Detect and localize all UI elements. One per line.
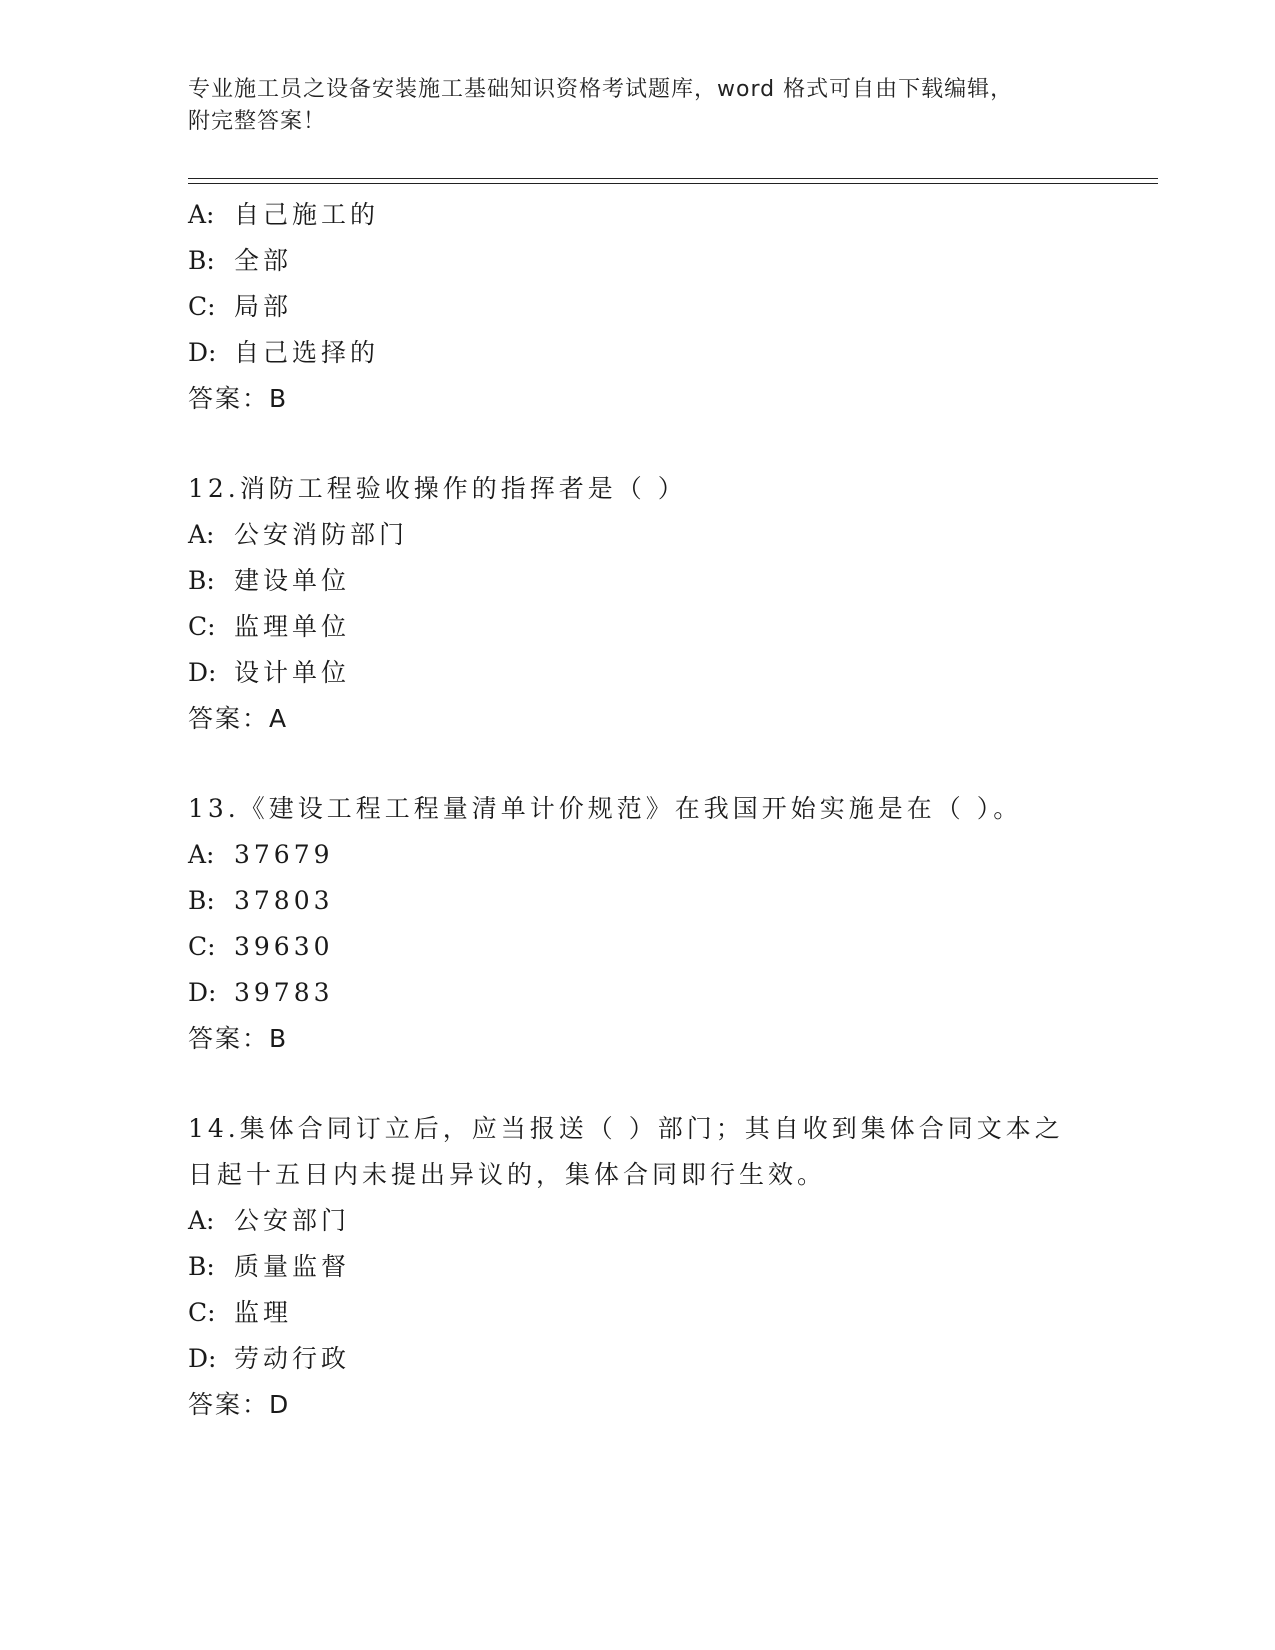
option-label: C: [188,292,216,321]
option-a [188,192,1088,238]
answer-label: 答案： [188,1024,270,1053]
option-text: 39783 [234,978,334,1007]
option-label: C: [188,932,216,961]
option-text: 自己施工的 [234,200,380,229]
option-label: A: [188,840,215,869]
answer-line [188,1016,1088,1062]
option-text: 监理 [234,1298,293,1327]
option-c [188,1290,1088,1336]
option-d [188,330,1088,376]
option-text: 劳动行政 [234,1344,351,1373]
answer-label: 答案： [188,704,270,733]
option-b [188,878,1088,924]
option-a [188,832,1088,878]
option-d [188,650,1088,696]
answer-value: B [269,384,287,413]
option-label: B: [188,566,215,595]
option-c [188,284,1088,330]
option-label: B: [188,886,215,915]
question-text-line-1: 14.集体合同订立后，应当报送（ ）部门；其自收到集体合同文本之 [188,1114,1064,1143]
option-text: 自己选择的 [234,338,380,367]
option-d [188,970,1088,1016]
answer-line [188,696,1088,742]
option-text: 37679 [234,840,334,869]
option-text: 建设单位 [234,566,351,595]
option-c [188,924,1088,970]
option-label: B: [188,246,215,275]
option-label: A: [188,1206,215,1235]
answer-line [188,376,1088,422]
option-text: 37803 [234,886,334,915]
option-text: 公安消防部门 [234,520,409,549]
option-b [188,1244,1088,1290]
question-content [188,192,1088,1428]
answer-value: D [269,1390,289,1419]
option-text: 公安部门 [234,1206,351,1235]
option-label: D: [188,1344,217,1373]
option-a [188,1198,1088,1244]
option-text: 局部 [234,292,293,321]
option-label: A: [188,520,215,549]
question-13 [188,786,1088,1062]
option-d [188,1336,1088,1382]
option-text: 设计单位 [234,658,351,687]
question-14 [188,1106,1088,1428]
option-text: 监理单位 [234,612,351,641]
option-b [188,238,1088,284]
header-divider-bottom [188,183,1158,184]
option-text: 质量监督 [234,1252,351,1281]
answer-value: A [269,704,287,733]
option-a [188,512,1088,558]
option-label: D: [188,978,217,1007]
document-header [188,74,1088,138]
header-title-line-1: 专业施工员之设备安装施工基础知识资格考试题库，word 格式可自由下载编辑， [188,77,1014,102]
option-label: B: [188,1252,215,1281]
question-text-line-2: 日起十五日内未提出异议的，集体合同即行生效。 [188,1160,827,1189]
option-label: C: [188,1298,216,1327]
option-text: 全部 [234,246,293,275]
option-label: D: [188,658,217,687]
header-divider-top [188,178,1158,179]
option-label: A: [188,200,215,229]
option-label: C: [188,612,216,641]
answer-label: 答案： [188,1390,270,1419]
header-title-line-2: 附完整答案！ [188,109,327,134]
answer-line [188,1382,1088,1428]
option-c [188,604,1088,650]
question-12 [188,466,1088,742]
option-label: D: [188,338,217,367]
option-b [188,558,1088,604]
answer-label: 答案： [188,384,270,413]
question-text: 13.《建设工程工程量清单计价规范》在我国开始实施是在（ ）。 [188,794,1023,823]
option-text: 39630 [234,932,334,961]
prev-question-block [188,192,1088,422]
answer-value: B [269,1024,287,1053]
question-text: 12.消防工程验收操作的指挥者是（ ） [188,474,687,503]
